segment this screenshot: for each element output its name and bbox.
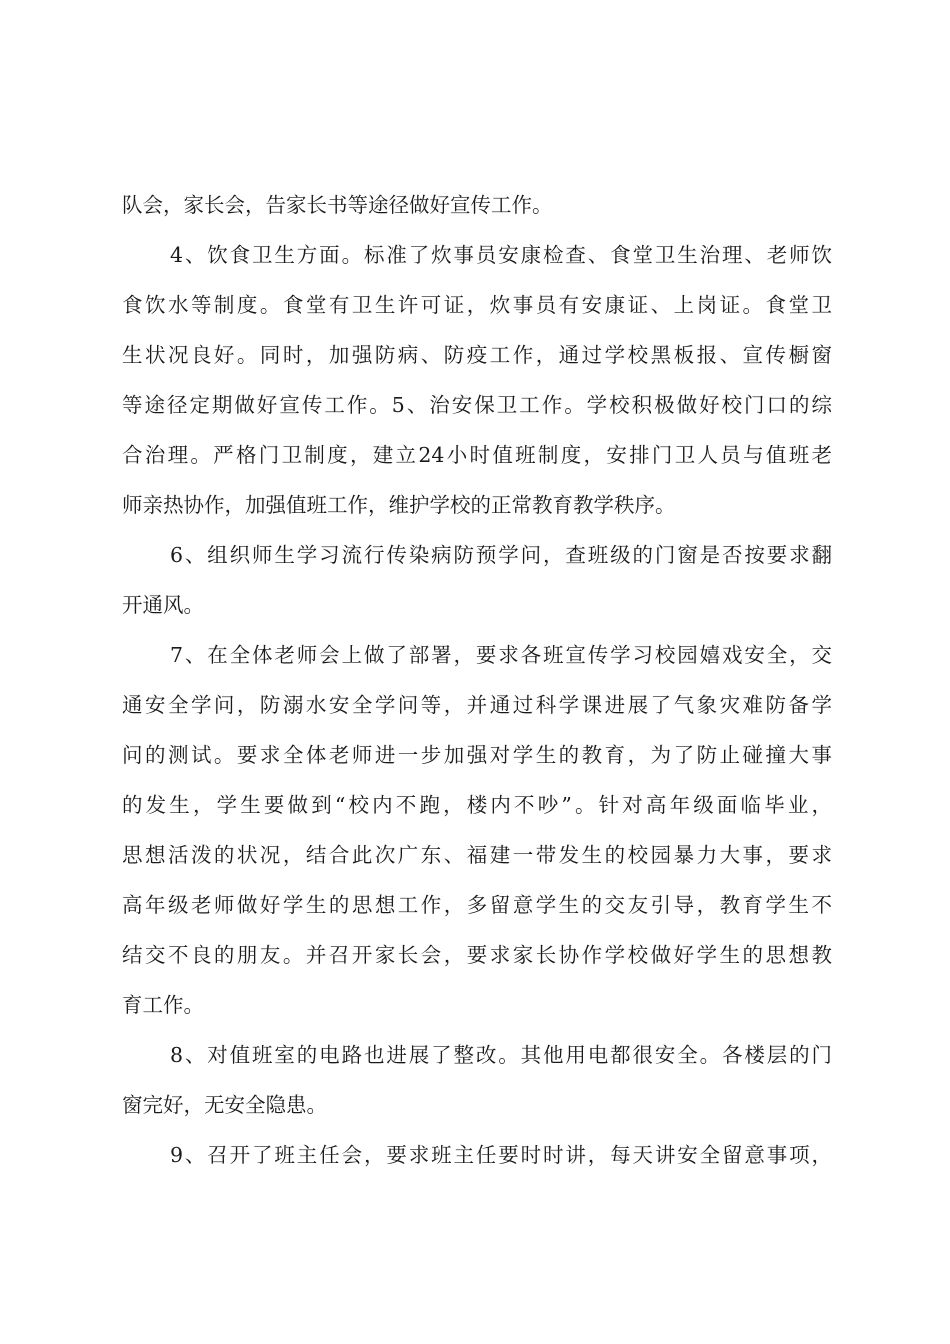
paragraph-line: 4、饮食卫生方面。标准了炊事员安康检查、食堂卫生治理、老师饮 [170,243,832,267]
paragraph-line: 通安全学问，防溺水安全学问等，并通过科学课进展了气象灾难防备学 [122,693,832,717]
paragraph-line: 等途径定期做好宣传工作。5、治安保卫工作。学校积极做好校门口的综 [122,393,832,417]
paragraph-line: 食饮水等制度。食堂有卫生许可证，炊事员有安康证、上岗证。食堂卫 [122,293,832,317]
paragraph-line: 8、对值班室的电路也进展了整改。其他用电都很安全。各楼层的门 [170,1043,832,1067]
paragraph-line: 高年级老师做好学生的思想工作，多留意学生的交友引导，教育学生不 [122,893,832,917]
paragraph-line: 生状况良好。同时，加强防病、防疫工作，通过学校黑板报、宣传橱窗 [122,343,832,367]
paragraph-line: 师亲热协作，加强值班工作，维护学校的正常教育教学秩序。 [122,493,676,517]
paragraph-line: 队会，家长会，告家长书等途径做好宣传工作。 [122,193,553,217]
paragraph-line: 窗完好，无安全隐患。 [122,1093,327,1117]
paragraph-line: 问的测试。要求全体老师进一步加强对学生的教育，为了防止碰撞大事 [122,743,832,767]
paragraph-line: 9、召开了班主任会，要求班主任要时时讲，每天讲安全留意事项， [170,1143,832,1167]
paragraph-line: 6、组织师生学习流行传染病防预学问，查班级的门窗是否按要求翻 [170,543,832,567]
paragraph-line: 育工作。 [122,993,204,1017]
paragraph-line: 结交不良的朋友。并召开家长会，要求家长协作学校做好学生的思想教 [122,943,832,967]
paragraph-line: 思想活泼的状况，结合此次广东、福建一带发生的校园暴力大事，要求 [122,843,832,867]
paragraph-line: 的发生，学生要做到“校内不跑，楼内不吵”。针对高年级面临毕业， [122,793,832,817]
paragraph-line: 合治理。严格门卫制度，建立24小时值班制度，安排门卫人员与值班老 [122,443,832,467]
paragraph-line: 7、在全体老师会上做了部署，要求各班宣传学习校园嬉戏安全，交 [170,643,832,667]
paragraph-line: 开通风。 [122,593,204,617]
